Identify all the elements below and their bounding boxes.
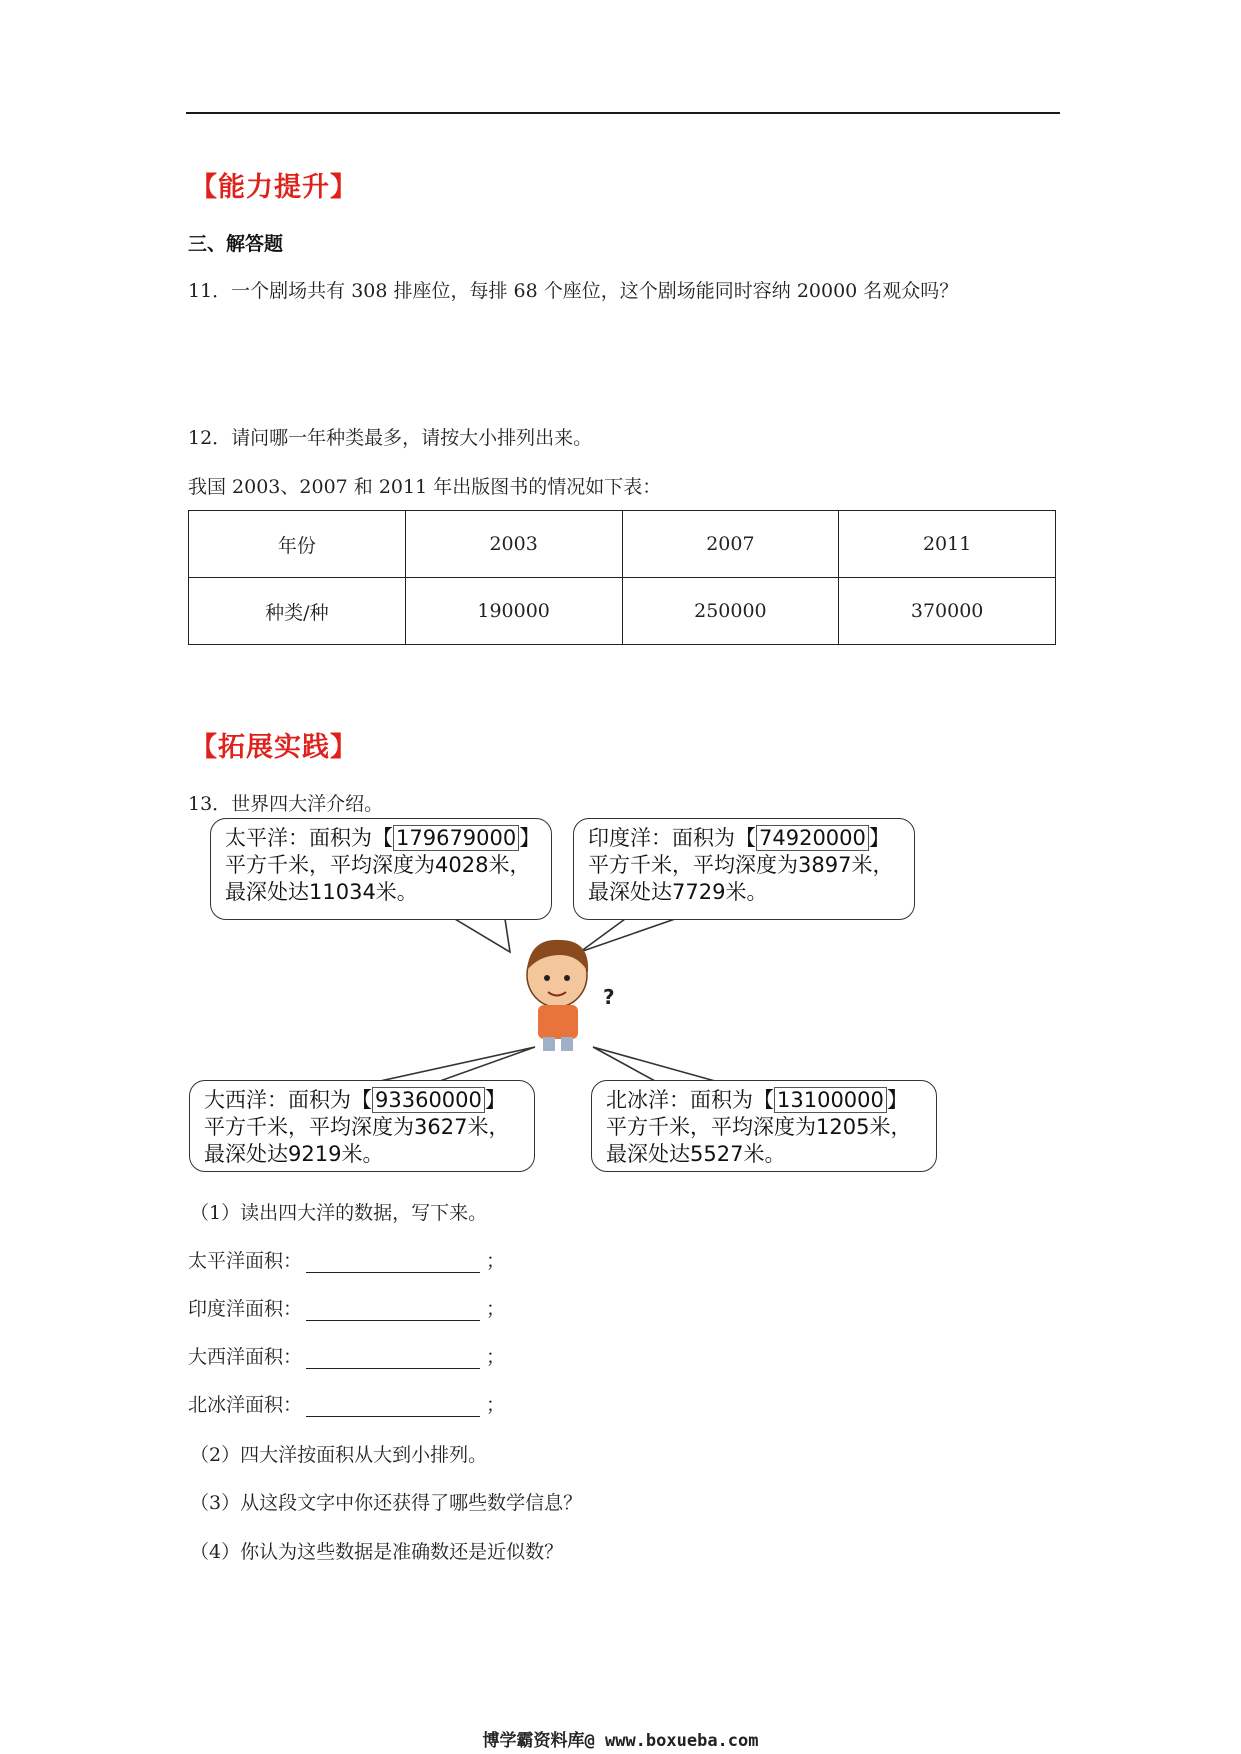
question-13: 13．世界四大洋介绍。 — [188, 793, 384, 815]
bubble-atlantic: 大西洋：面积为【 93360000 】平方千米，平均深度为3627米，最深处达9219米。 — [189, 1080, 535, 1172]
table-cell: 2007 — [622, 511, 839, 578]
question-mark: ? — [603, 985, 615, 1009]
table-cell: 370000 — [839, 578, 1056, 645]
bubble-arctic: 北冰洋：面积为【 13100000 】平方千米，平均深度为1205米，最深处达5527米。 — [591, 1080, 937, 1172]
answer-blank[interactable] — [306, 1348, 480, 1369]
fill-atlantic: 大西洋面积： ； — [188, 1346, 506, 1368]
table-cell: 种类/种 — [189, 578, 406, 645]
bubble-indian: 印度洋：面积为【 74920000 】平方千米，平均深度为3897米，最深处达7729米。 — [573, 818, 915, 920]
answer-blank[interactable] — [306, 1252, 480, 1273]
answer-blank[interactable] — [306, 1396, 480, 1417]
question-11: 11．一个剧场共有 308 排座位，每排 68 个座位，这个剧场能同时容纳 20000 名观众吗？ — [188, 280, 959, 302]
question-12-intro: 我国 2003、2007 和 2011 年出版图书的情况如下表： — [188, 476, 662, 498]
subheading: 三、解答题 — [188, 233, 284, 255]
fill-indian: 印度洋面积： ； — [188, 1298, 506, 1320]
table-cell: 190000 — [405, 578, 622, 645]
section-practice: 【拓展实践】 — [190, 732, 358, 763]
sub-question-1: （1）读出四大洋的数据，写下来。 — [190, 1202, 488, 1224]
boy-cartoon-icon — [527, 940, 588, 1051]
sub-question-3: （3）从这段文字中你还获得了哪些数学信息？ — [190, 1492, 583, 1514]
footer-watermark: 博学霸资料库@ www.boxueba.com — [482, 1731, 759, 1751]
section-ability: 【能力提升】 — [190, 172, 358, 203]
sub-question-4: （4）你认为这些数据是准确数还是近似数？ — [190, 1541, 564, 1563]
question-12: 12．请问哪一年种类最多，请按大小排列出来。 — [188, 427, 593, 449]
table-cell: 2011 — [839, 511, 1056, 578]
bubble-pacific: 太平洋：面积为【 179679000 】平方千米，平均深度为4028米，最深处达11034米。 — [210, 818, 552, 920]
table-cell: 2003 — [405, 511, 622, 578]
fill-arctic: 北冰洋面积： ； — [188, 1394, 506, 1416]
fill-pacific: 太平洋面积： ； — [188, 1250, 506, 1272]
answer-blank[interactable] — [306, 1300, 480, 1321]
sub-question-2: （2）四大洋按面积从大到小排列。 — [190, 1444, 488, 1466]
table-cell: 年份 — [189, 511, 406, 578]
table-cell: 250000 — [622, 578, 839, 645]
